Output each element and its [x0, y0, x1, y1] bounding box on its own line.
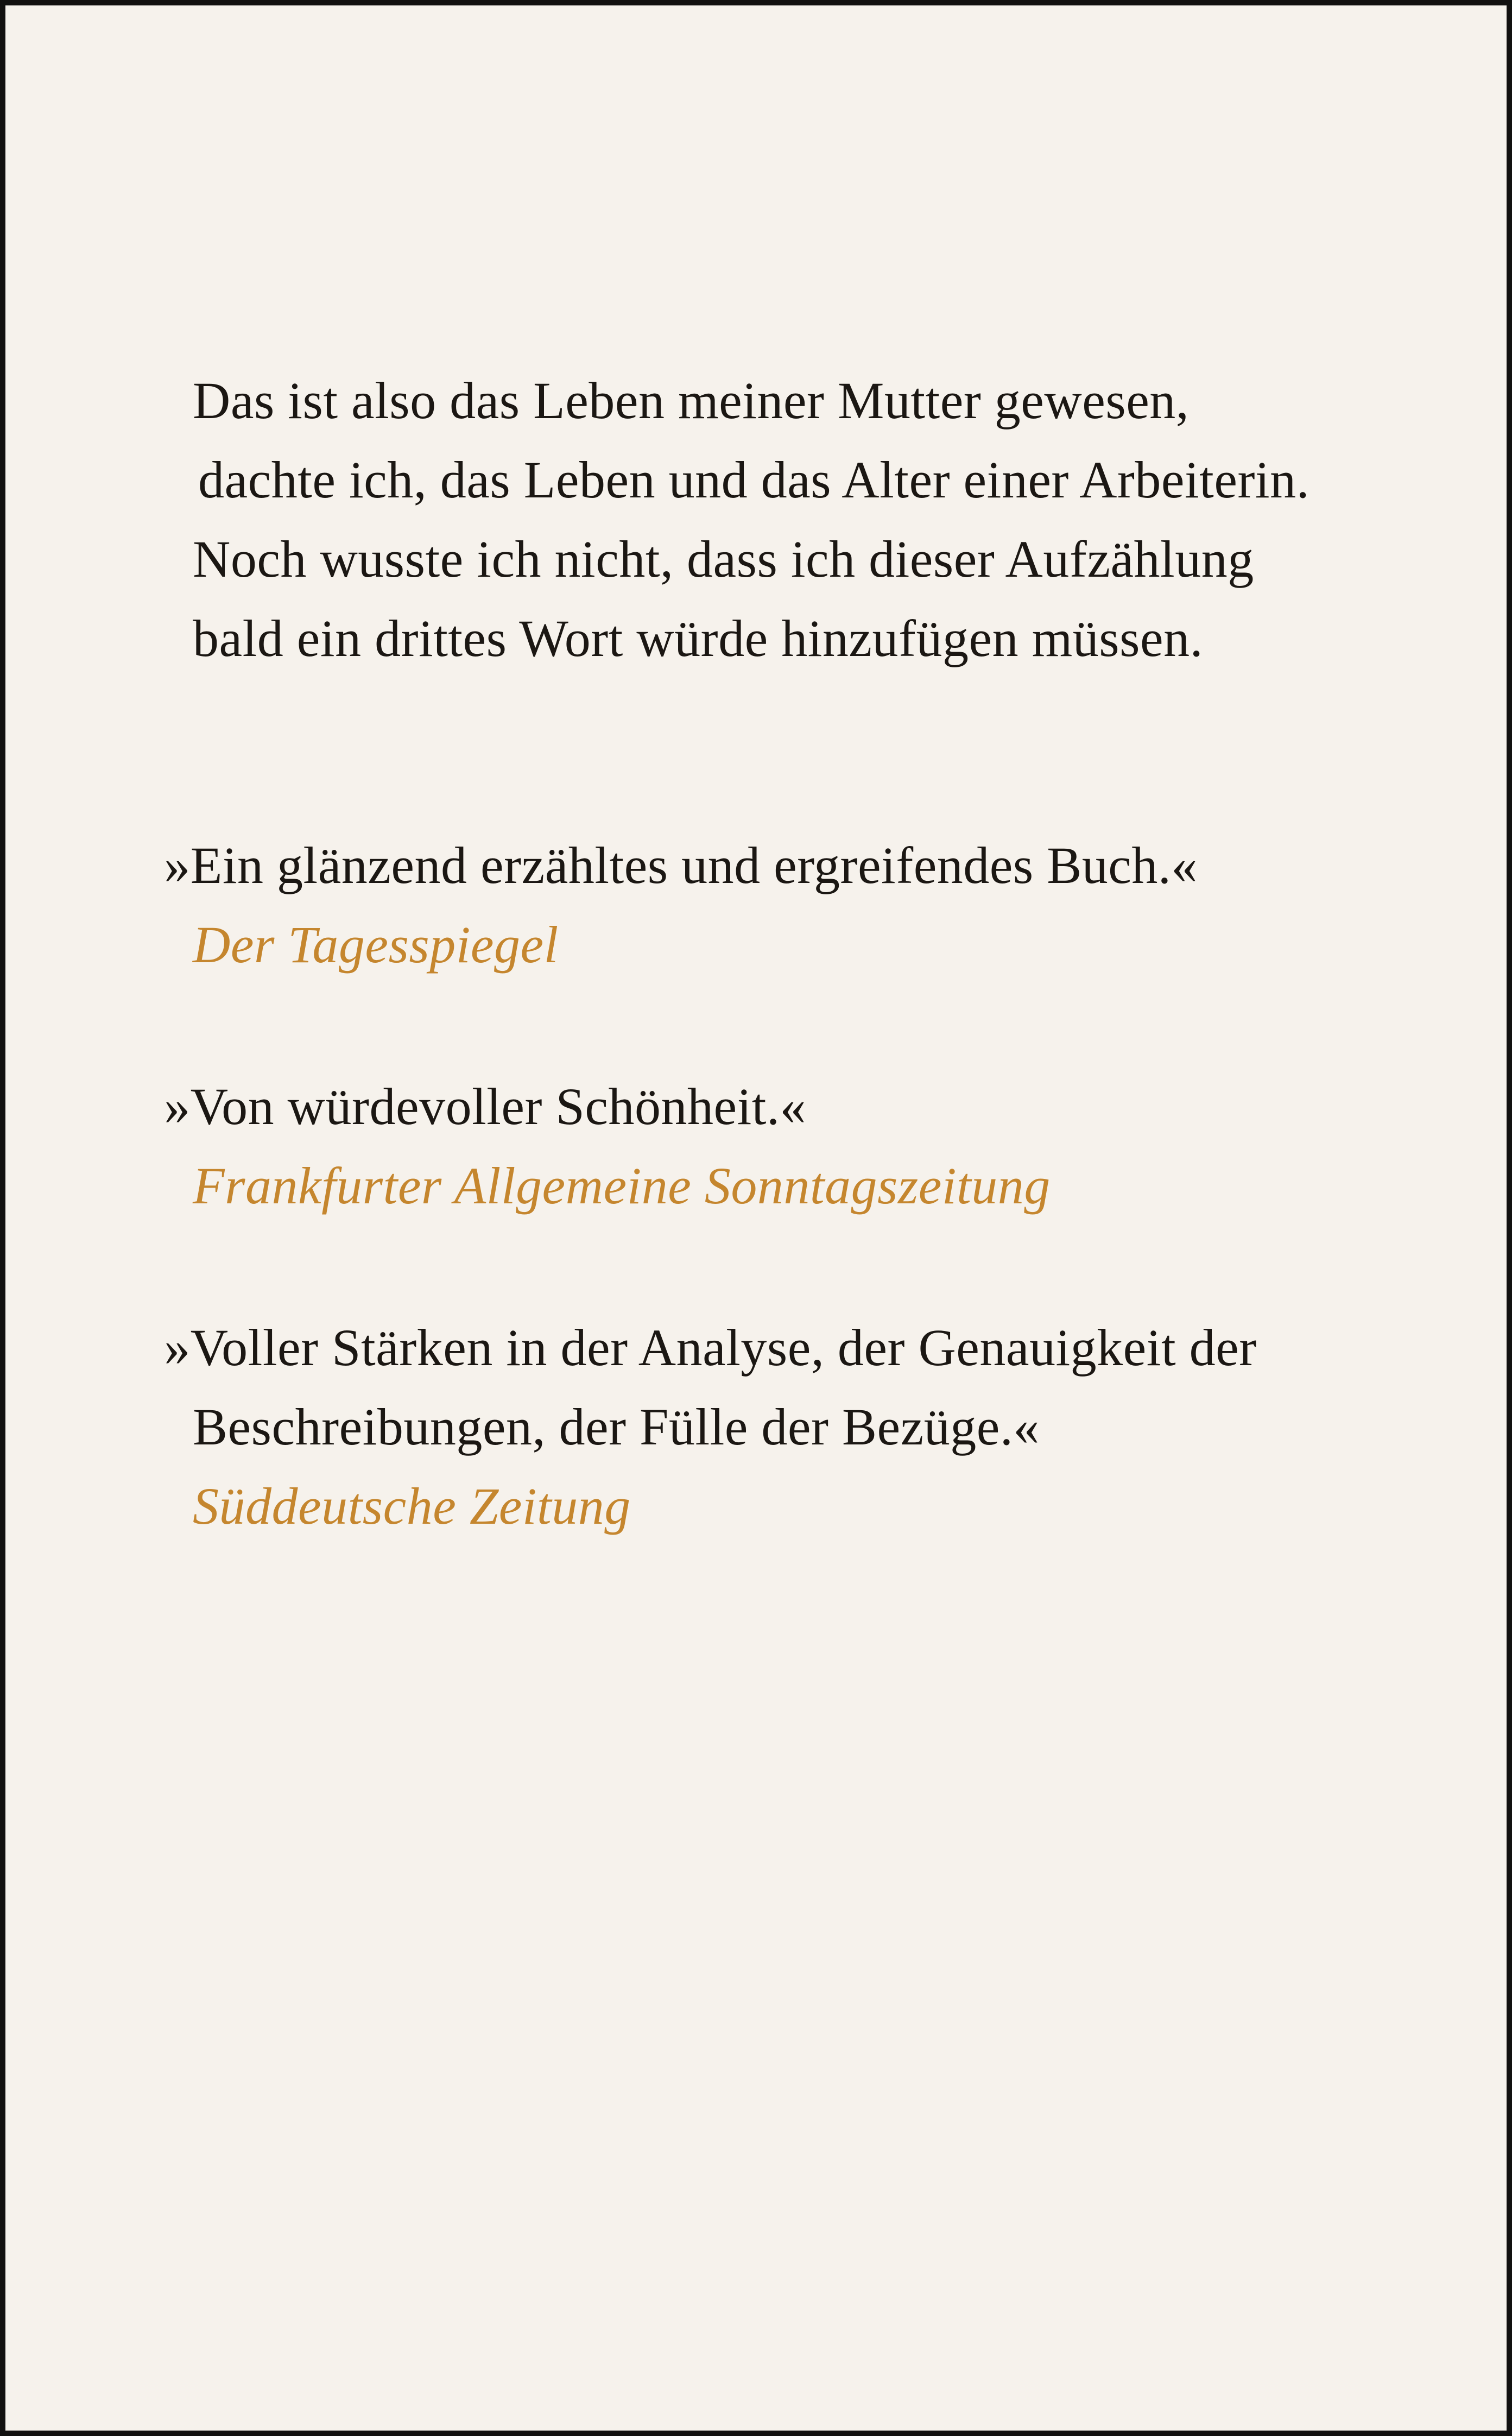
review-source: Der Tagesspiegel — [193, 916, 559, 974]
review-quote-line: »Voller Stärken in der Analyse, der Genauigkeit der — [164, 1318, 1257, 1377]
review-quote-line: »Ein glänzend erzähltes und ergreifendes Buch.« — [164, 836, 1198, 894]
review-quote — [164, 1308, 1344, 1467]
review-source: Süddeutsche Zeitung — [193, 1477, 631, 1535]
review-block-faz — [164, 1067, 1344, 1226]
excerpt-line: bald ein drittes Wort würde hinzufügen müssen. — [193, 609, 1204, 667]
excerpt-line: Noch wusste ich nicht, dass ich dieser Aufzählung — [193, 530, 1254, 588]
excerpt-line: dachte ich, das Leben und das Alter einer Arbeiterin. — [198, 451, 1310, 509]
page-content — [5, 5, 1507, 1546]
review-quote — [164, 826, 1344, 905]
excerpt-line: Das ist also das Leben meiner Mutter gewesen, — [193, 371, 1190, 430]
review-block-sueddeutsche — [164, 1308, 1344, 1546]
review-quote-line: »Von würdevoller Schönheit.« — [164, 1077, 806, 1135]
review-quote — [164, 1067, 1344, 1146]
review-source: Frankfurter Allgemeine Sonntagszeitung — [193, 1157, 1051, 1215]
review-block-tagesspiegel — [164, 826, 1344, 985]
review-quote-line: Beschreibungen, der Fülle der Bezüge.« — [193, 1398, 1040, 1456]
excerpt-paragraph — [193, 361, 1344, 678]
